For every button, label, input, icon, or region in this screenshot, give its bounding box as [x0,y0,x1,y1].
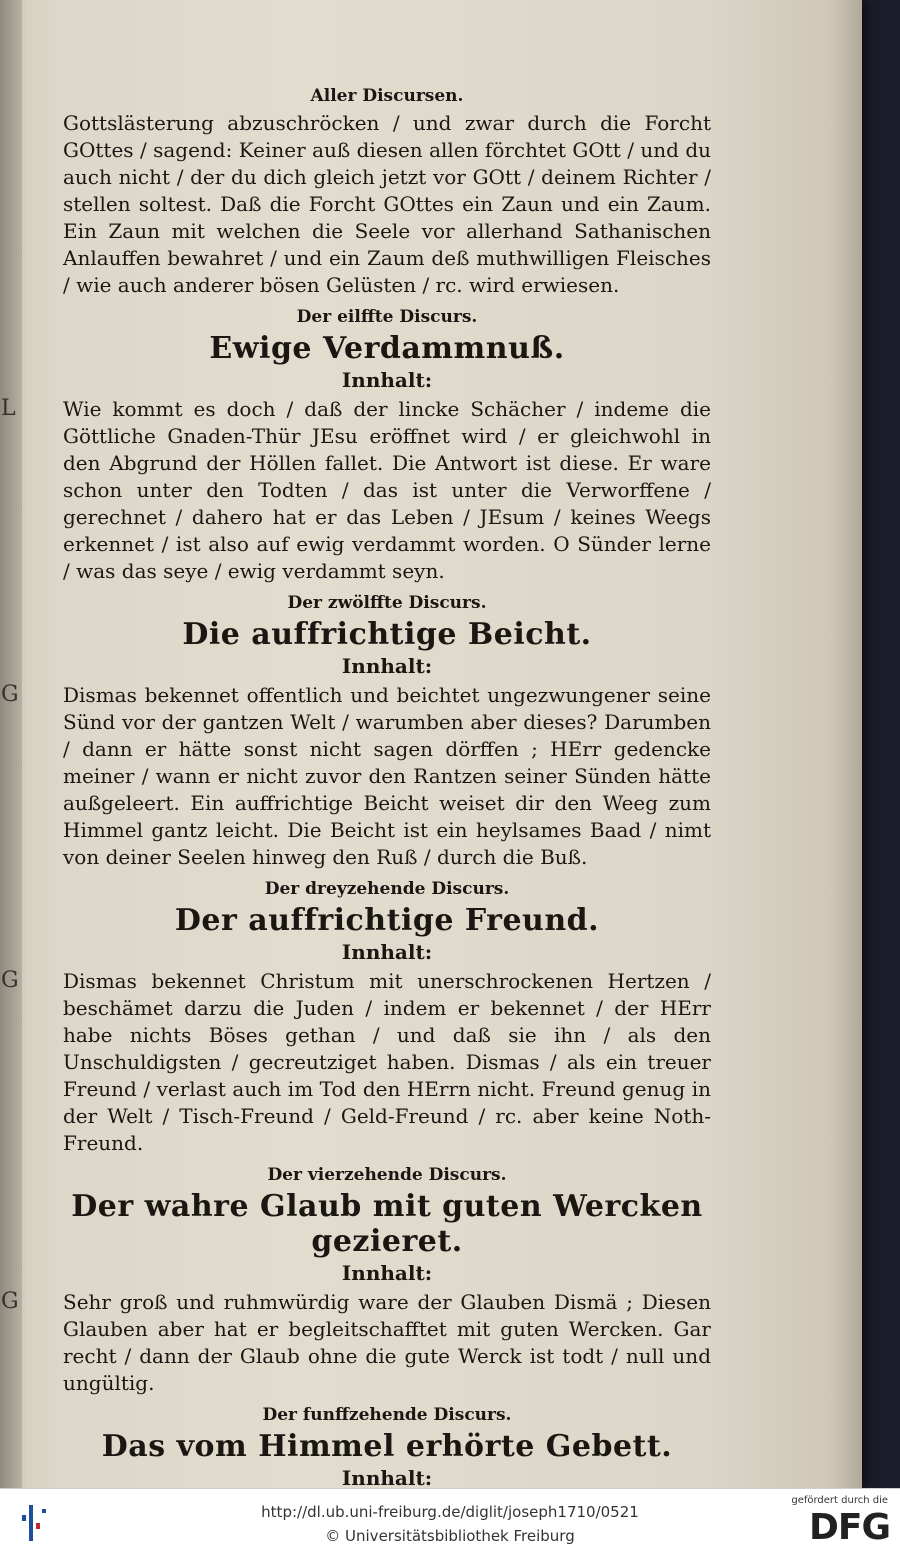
dfg-logo: DFG [808,1507,890,1548]
section-title: Das vom Himmel erhörte Gebett. [101,1429,673,1464]
margin-letter: G [1,1289,19,1314]
section-13 [1,879,711,1157]
section-text: Dismas bekennet Christum mit unerschrockenen Hertzen / beschämet darzu die Juden / indem er bekennet / der HErr habe nichts Böses gethan / und daß sie ihn / als den Unschuldigsten / gecreutziget haben. Dismas / als ein treuer Freund / verlast auch im Tod den HErrn nicht. Freund genug in der Welt / Tisch-Freund / Geld-Freund / rc. aber keine Noth-Freund. [63,969,711,1155]
content-label: Innhalt: [341,368,433,392]
margin-letter: G [1,682,19,707]
running-head: Aller Discursen. [310,86,464,106]
page-text [1,86,711,1488]
section-title: Der wahre Glaub mit guten Wercken gezieret. [71,1189,703,1259]
section-heading: Der vierzehende Discurs. [267,1165,507,1185]
content-label: Innhalt: [341,1466,433,1488]
content-label: Innhalt: [341,940,433,964]
funding-caption: gefördert durch die [791,1495,888,1506]
section-text: Dismas bekennet offentlich und beichtet ungezwungener seine Sünd vor der gantzen Welt / warumben aber dieses? Darumben / dann er hätte sonst nicht sagen dörffen ; HErr gedencke meiner / wann er nicht zuvor den Rantzen seiner Sünden hätte außgeleert. Ein auffrichtige Beicht weiset dir den Weeg zum Himmel gantz leicht. Die Beicht ist ein heylsames Baad / nimt von deiner Seelen hinweg den Ruß / durch die Buß. [63,683,711,869]
permalink[interactable]: http://dl.ub.uni-freiburg.de/diglit/joseph1710/0521 [261,1503,639,1521]
content-label: Innhalt: [341,1261,433,1285]
section-text: Sehr groß und ruhmwürdig ware der Glauben Dismä ; Diesen Glauben aber hat er begleitschafftet mit guten Wercken. Gar recht / dann der Glaub ohne die gute Werck ist todt / null und ungültig. [63,1290,711,1395]
content-label: Innhalt: [341,654,433,678]
section-text: Wie kommt es doch / daß der lincke Schächer / indeme die Göttliche Gnaden-Thür JEsu eröffnet wird / er gleichwohl in den Abgrund der Höllen fallet. Die Antwort ist diese. Er ware schon unter den Todten / das ist unter die Verworffene / gerechnet / dahero hat er das Leben / JEsum / keines Weegs erkennet / ist also auf ewig verdammt worden. O Sünder lerne / was das seye / ewig verdammt seyn. [63,397,711,583]
section-12 [1,593,711,871]
section-heading: Der eilffte Discurs. [296,307,478,327]
copyright-text: © Universitätsbibliothek Freiburg [325,1527,575,1545]
section-title: Der auffrichtige Freund. [174,903,600,938]
margin-letter: G [1,968,19,993]
page-gutter [0,0,22,1488]
section-title: Ewige Verdammnuß. [209,331,565,366]
footer-bar [0,1488,900,1556]
section-11 [1,307,711,585]
section-15 [63,1405,711,1488]
section-heading: Der zwölffte Discurs. [287,593,487,613]
section-heading: Der dreyzehende Discurs. [264,879,510,899]
section-14 [1,1165,711,1397]
intro-paragraph: Gottslästerung abzuschröcken / und zwar durch die Forcht GOttes / sagend: Keiner auß diesen allen förchtet GOtt / und du auch nicht / der du dich gleich jetzt vor GOtt / deinem Richter / stellen soltest. Daß die Forcht GOttes ein Zaun und ein Zaum. Ein Zaun mit welchen die Seele vor allerhand Sathanischen Anlauffen bewahret / und ein Zaum deß muthwilligen Fleisches / wie auch anderer bösen Gelüsten / rc. wird erwiesen. [63,111,711,297]
section-heading: Der funffzehende Discurs. [262,1405,512,1425]
margin-letter: L [1,396,16,421]
section-title: Die auffrichtige Beicht. [182,617,592,652]
